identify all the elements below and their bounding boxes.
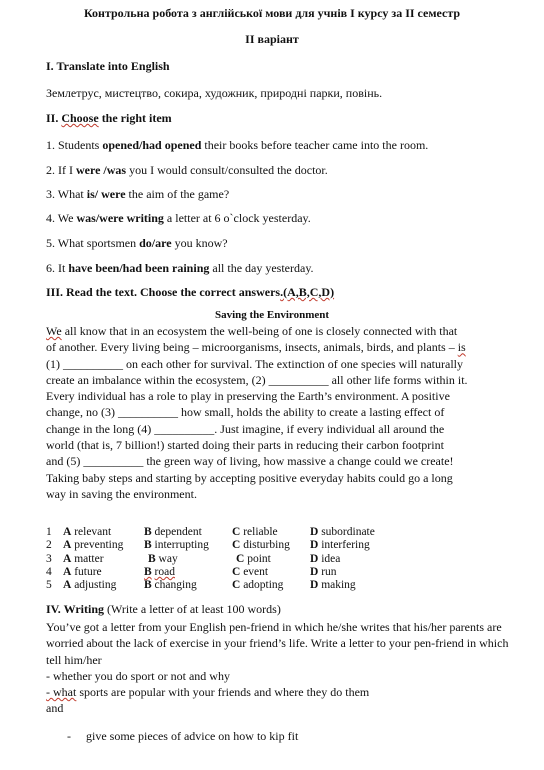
reading-line: of another. Every living being – microorganisms, insects, animals, birds, and plants – is — [46, 340, 466, 355]
section-1-words: Землетрус, мистецтво, сокира, художник, природні парки, повінь. — [46, 86, 383, 100]
reading-line: change, no (3) __________ how small, holds the ability to create a lasting effect of — [46, 405, 445, 420]
section-4-heading: IV. Writing (Write a letter of at least 100 words) — [46, 602, 281, 616]
reading-line: create an imbalance within the ecosystem, (2) __________ all other life forms within it. — [46, 372, 468, 387]
choice-item-4: 4. We was/were writing a letter at 6 o`clock yesterday. — [46, 211, 311, 225]
choice-item-1: 1. Students opened/had opened their books before teacher came into the room. — [46, 138, 429, 152]
writing-task-line: tell him/her — [46, 652, 102, 667]
reading-text-title: Saving the Environment — [214, 309, 330, 321]
writing-bullet-3-dash: - — [67, 729, 71, 743]
reading-line: world (that is, 7 billion!) started doing their parts in reducing their carbon footprint — [46, 438, 444, 453]
section-1-heading: I. Translate into English — [46, 59, 170, 73]
reading-line: way in saving the environment. — [46, 486, 197, 501]
variant-label: ІІ варіант — [245, 32, 299, 46]
writing-and: and — [46, 701, 64, 715]
reading-line: Taking baby steps and starting by accepting positive everyday habits could go a long — [46, 470, 453, 485]
reading-line: and (5) __________ the green way of living, how massive a change could we create! — [46, 454, 454, 469]
reading-text — [46, 323, 486, 502]
writing-bullet-2: - what sports are popular with your friends and where they do them — [46, 685, 370, 699]
writing-task — [46, 619, 526, 668]
choice-item-5: 5. What sportsmen do/are you know? — [46, 236, 228, 250]
writing-bullet-3: give some pieces of advice on how to kip fit — [86, 729, 299, 743]
reading-line: (1) __________ on each other for survival. The extinction of one species will naturally — [46, 356, 463, 371]
writing-task-line: worried about the lack of exercise in your friend’s life. Write a letter to your pen-friend in which — [46, 636, 509, 651]
writing-bullet-1: - whether you do sport or not and why — [46, 669, 230, 683]
section-2-heading: II. Choose the right item — [46, 111, 172, 125]
choice-item-6: 6. It have been/had been raining all the day yesterday. — [46, 261, 314, 275]
section-3-heading: III. Read the text. Choose the correct answers.(A,B,C,D) — [46, 285, 335, 299]
reading-line: Every individual has a role to play in preserving the Earth’s environment. A positive — [46, 389, 450, 404]
reading-line: change in the long (4) __________. Just imagine, if every individual all around the — [46, 421, 445, 436]
document-title: Контрольна робота з англійської мови для учнів І курсу за ІІ семестр — [83, 6, 461, 20]
reading-line: We all know that in an ecosystem the well-being of one is closely connected with that — [46, 324, 458, 338]
reading-line-1-rest: all know that in an ecosystem the well-being of one is closely connected with that — [61, 324, 458, 338]
choice-item-3: 3. What is/ were the aim of the game? — [46, 187, 230, 201]
writing-task-line: You’ve got a letter from your English pen-friend in which he/she writes that his/her parents are — [46, 620, 502, 634]
choice-item-2: 2. If I were /was you I would consult/consulted the doctor. — [46, 163, 328, 177]
